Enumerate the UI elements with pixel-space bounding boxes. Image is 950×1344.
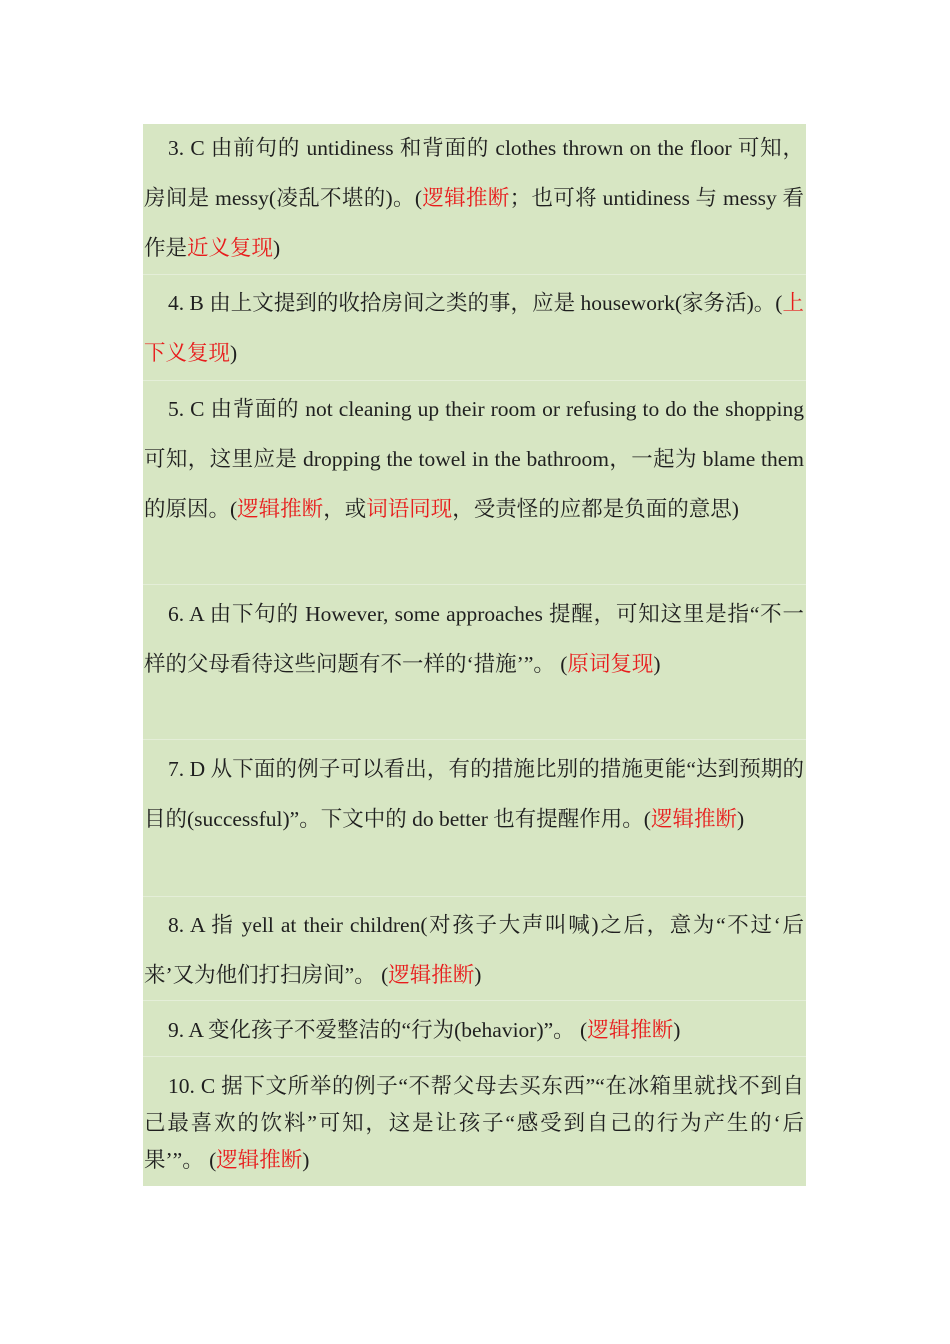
answer-item-10 bbox=[143, 1068, 806, 1179]
answer-item-8 bbox=[143, 901, 806, 1001]
paragraph-divider bbox=[143, 1000, 806, 1001]
paragraph-divider bbox=[143, 380, 806, 381]
paragraph-divider bbox=[143, 1056, 806, 1057]
answer-item-6 bbox=[143, 590, 806, 690]
answer-text: ；也可将 untidiness 与 messy 看作是 bbox=[144, 185, 804, 260]
answer-text: ) bbox=[273, 235, 281, 260]
answer-item-7 bbox=[143, 745, 806, 845]
answer-item-5 bbox=[143, 385, 806, 534]
answer-item-4 bbox=[143, 279, 806, 379]
answer-text: ) bbox=[474, 962, 482, 987]
method-tag: 逻辑推断 bbox=[650, 806, 737, 831]
answer-item-9 bbox=[143, 1006, 806, 1056]
answer-key-block bbox=[143, 124, 806, 1186]
method-tag: 原词复现 bbox=[567, 651, 654, 676]
paragraph-divider bbox=[143, 896, 806, 897]
answer-item-3 bbox=[143, 124, 806, 273]
answer-text: 9. A 变化孩子不爱整洁的“行为(behavior)”。 ( bbox=[168, 1018, 588, 1042]
method-tag: 上下义复现 bbox=[144, 291, 804, 365]
answer-text: ) bbox=[302, 1148, 310, 1172]
method-tag: 逻辑推断 bbox=[388, 962, 475, 987]
answer-text: 8. A 指 yell at their children(对孩子大声叫喊)之后，意为“不过‘后来’又为他们打扫房间”。 ( bbox=[144, 913, 804, 987]
answer-text: 10. C 据下文所举的例子“不帮父母去买东西”“在冰箱里就找不到自己最喜欢的饮料”可知，这是让孩子“感受到自己的行为产生的‘后果’”。 ( bbox=[144, 1074, 804, 1172]
method-tag: 逻辑推断 bbox=[216, 1148, 303, 1172]
paragraph-divider bbox=[143, 584, 806, 585]
answer-text: 5. C 由背面的 not cleaning up their room or refusing to do the shopping 可知，这里应是 dropping the towel in the bathroom，一起为 blame them 的原因。( bbox=[144, 397, 804, 521]
answer-text: 4. B 由上文提到的收拾房间之类的事，应是 housework(家务活)。( bbox=[168, 291, 783, 315]
answer-text: 7. D 从下面的例子可以看出，有的措施比别的措施更能“达到预期的目的(successful)”。下文中的 do better 也有提醒作用。( bbox=[144, 757, 804, 831]
paragraph-divider bbox=[143, 739, 806, 740]
method-tag: 逻辑推断 bbox=[237, 496, 324, 521]
method-tag: 词语同现 bbox=[366, 496, 453, 521]
answer-text: ，受责怪的应都是负面的意思) bbox=[452, 496, 739, 521]
answer-text: ，或 bbox=[323, 496, 367, 521]
answer-text: 6. A 由下句的 However, some approaches 提醒，可知这里是指“不一样的父母看待这些问题有不一样的‘措施’”。 ( bbox=[144, 602, 804, 676]
method-tag: 近义复现 bbox=[187, 235, 274, 260]
paragraph-divider bbox=[143, 274, 806, 275]
method-tag: 逻辑推断 bbox=[422, 185, 510, 210]
answer-text: ) bbox=[653, 651, 661, 676]
answer-text: 3. C 由前句的 untidiness 和背面的 clothes thrown on the floor 可知，房间是 messy(凌乱不堪的)。( bbox=[144, 136, 804, 210]
method-tag: 逻辑推断 bbox=[587, 1018, 674, 1042]
answer-text: ) bbox=[673, 1018, 681, 1042]
answer-text: ) bbox=[736, 806, 745, 831]
answer-text: ) bbox=[230, 340, 238, 365]
